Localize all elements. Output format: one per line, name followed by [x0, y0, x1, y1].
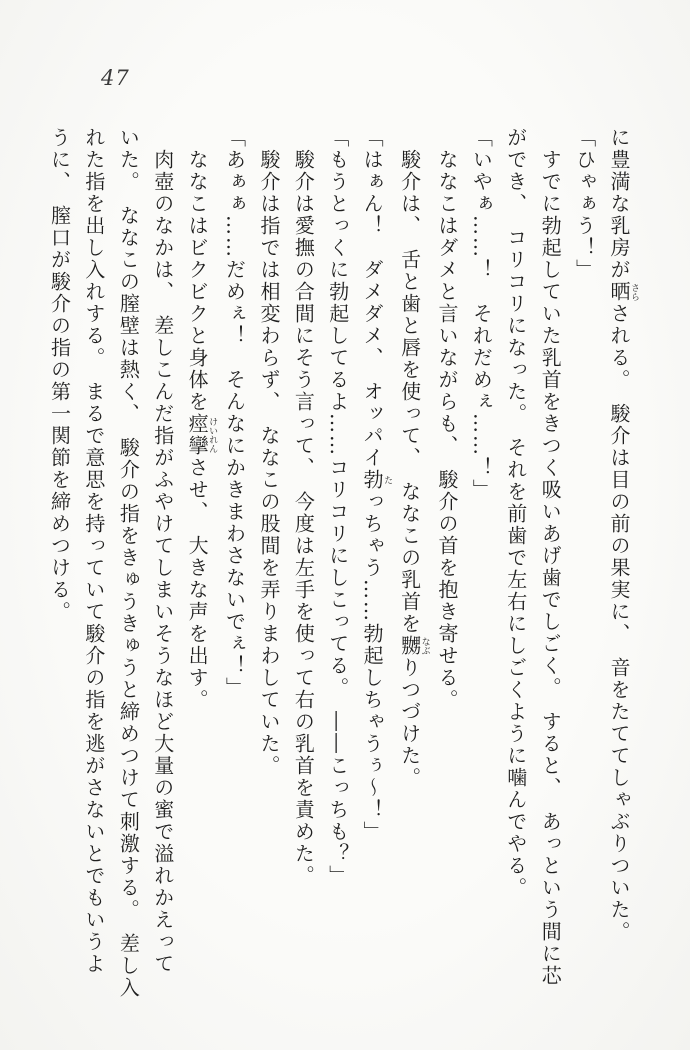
- text-line: れた指を出し入れする。 まるで意思を持っていて駿介の指を逃がさないとでもいうよ: [81, 127, 106, 975]
- text-line: 肉壺のなかは、 差しこんだ指がふやけてしまいそうなほど大量の蜜で溢れかえって: [150, 149, 175, 975]
- text-line: 駿介は指では相変わらず、 ななこの股間を弄りまわしていた。: [256, 149, 281, 777]
- text-line: 「あぁぁ……だめぇ！ そんなにかきまわさないでぇ！」: [222, 127, 247, 699]
- text-line: 駿介は、 舌と歯と唇を使って、 ななこの乳首を嬲なぶりつづけた。: [397, 149, 430, 789]
- text-line: ができ、 コリコリになった。 それを前歯で左右にしごくように噛んでやる。: [503, 127, 528, 899]
- text-line: ななこはビクビクと身体を痙攣けいれんさせ、 大きな声を出す。: [185, 149, 218, 711]
- novel-text-block: [47, 127, 639, 1015]
- furigana-ruby: 勃た: [360, 469, 393, 491]
- text-line: 「もうとっくに勃起してるよ……コリコリにしこってる。 ――こっちも？」: [325, 127, 350, 887]
- furigana-reading: けいれん: [207, 413, 218, 457]
- page-number: 47: [101, 66, 130, 90]
- furigana-ruby: 晒さら: [607, 281, 639, 303]
- text-line: に豊満な乳房が晒さらされる。 駿介は目の前の果実に、 音をたててしゃぶりついた。: [607, 127, 639, 943]
- furigana-reading: た: [382, 469, 393, 491]
- text-line: いた。 ななこの膣壁は熱く、 駿介の指をきゅうきゅうと締めつけて刺激する。 差し入: [116, 127, 141, 999]
- text-line: 駿介は愛撫の合間にそう言って、 今度は左手を使って右の乳首を責めた。: [291, 149, 316, 887]
- text-line: うに、 膣口が駿介の指の第一関節を締めつける。: [47, 127, 72, 623]
- text-line: 「ひゃぁう！」: [572, 127, 597, 281]
- text-line: ななこはダメと言いながらも、 駿介の首を抱き寄せる。: [434, 149, 459, 711]
- furigana-ruby: 嬲なぶ: [397, 635, 430, 657]
- furigana-reading: さら: [629, 281, 639, 303]
- text-line: 「いやぁ……！ それだめぇ……！」: [469, 127, 494, 501]
- text-line: すでに勃起していた乳首をきつく吸いあげ歯でしごく。 すると、 あっという間に芯: [538, 149, 563, 987]
- furigana-reading: なぶ: [419, 635, 430, 657]
- text-line: 「はぁん！ ダメダメ、 オッパイ勃たっちゃう……勃起しちゃうぅ～！」: [360, 127, 393, 843]
- furigana-ruby: 痙攣けいれん: [185, 413, 218, 457]
